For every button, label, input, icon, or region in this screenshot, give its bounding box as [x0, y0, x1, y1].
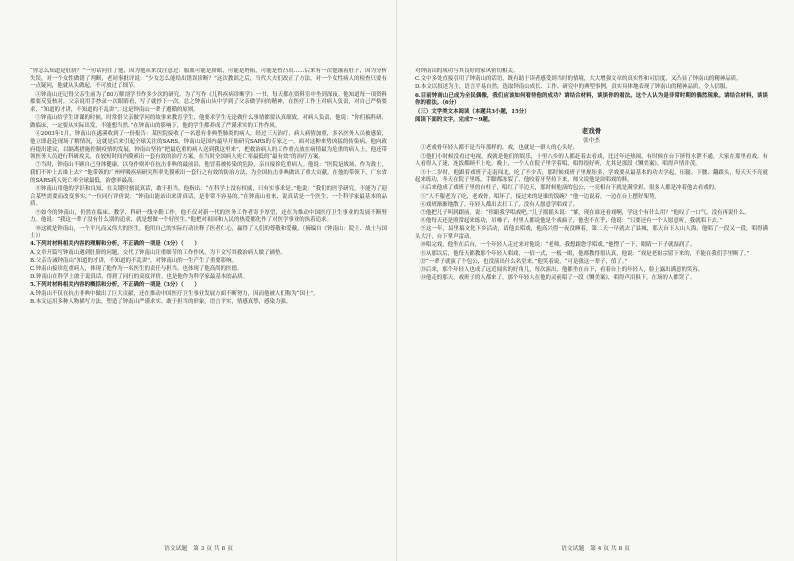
right-paragraph: ⑩唱完戏，他坐在后台，一个年轻人走过来对他说：“老师，我想跟您学唱戏。”他愣了一下，眼睛一下子就湿润了。 — [420, 242, 696, 249]
left-paragraph: ⑥2003年1月，钟南山在遂溪收到了一份报告：某医院接收了一名患有非典型肺炎的病人，经过三天治疗，病人病情加重，多名医务人员被感染，他立即赶赴现场了解情况，这就是后来引起全球关注的SARS，钟南山是国内最早开始研究SARS的专家之一。面对这种来势凶猛的传染病，他向政府提出建议，以隔离措施控制疫情的发展，钟南山坚持“把最危重的病人送到我这里来”，把救治病人的工作重点放在病情最为危重的病人上，他还带领医务人员进行科研攻关，在较短时间内摸索出一套有效的治疗方案，在当时全国病人死亡率最低的“最有效”的治疗方案。 — [30, 131, 387, 161]
right-paragraph: ④后来他成了戏班子里的台柱子，唱红了半边天，那时候他演的包公，一亮相台下就是满堂彩，很多人都是冲着他去看戏的。 — [420, 185, 720, 192]
left-page-footer: 语文试题 第 3 页 共 8 页 — [164, 546, 233, 552]
right-paragraph: ⑦他把儿子叫到跟前，说：“你跟我学唱戏吧。”儿子摇摇头说：“爹，现在谁还看戏啊，学这个有什么用？”他叹了一口气，没有再说什么。 — [420, 210, 750, 217]
right-paragraph: ⑪从那以后，他每天都教那个年轻人唱戏，一招一式，一板一眼，他都教得很认真，他说：“戏是老祖宗留下来的，不能在我们手里断了。” — [420, 250, 750, 257]
left-paragraph: D.钟南山在科学上敢于说真话，得到了同行的高度评价，也是他作为科学家最基本的品质。 — [30, 274, 248, 281]
left-paragraph: ⑦当时，钟南山不顾自己身体健康，以身作则冲在抗击非典的最前沿，他冒着被传染的危险，亲自接诊危重病人。他说：“医院是战场，作为战士，我们不冲上去谁上去？”他带领的广州呼吸疾病研究所率先摸索出一套行之有效的防治方法，为全国抗击非典做出了重大贡献。在他的带领下，广东省的SARS病人死亡率全球最低，治愈率最高。 — [30, 162, 387, 184]
left-paragraph: 4.下列对材料相关内容的理解和分析，不正确的一项是（3分）（ ） — [30, 241, 200, 248]
right-paragraph: ③十二岁时，他跟着戏班子走南闯北，吃了不少苦，那时候戏班子里规矩多，学戏要从最基本的功夫学起，压腿、下腰、翻跟头，每天天不亮就起来练功，冬天在院子里练，手脚都冻裂了，他咬着牙坚持下来，师父说他是块唱戏的料。 — [415, 169, 768, 184]
right-paragraph: 6.目前钟南山已成为全民偶像，我们应该如何看待他的成功？请结合材料，谈谈你的看法。这个人认为是非常时期的偶然现象。请结合材料，谈谈你的看法。（6分） — [415, 92, 768, 107]
right-paragraph: （三）文学类文本阅读（本题共3小题，15分） — [415, 108, 530, 115]
right-page-text — [415, 68, 768, 535]
right-paragraph: 老戏骨 — [581, 127, 602, 136]
right-paragraph: ⑭他走的那天，戏班子的人都来了，那个年轻人在他的灵前唱了一段《铡美案》，唱得声泪俱下，在场的人都哭了。 — [420, 275, 696, 282]
left-paragraph: ⑧钟南山用他的学识和良知，在关键时刻说真话，敢于担当。他指出：“在科学上没有权威，只有实事求是。”他说：“我们的医学研究，不能为了迎合某些需要而改变事实。”一位同行评价说：“钟南山能站出来讲真话，是非常不容易的。”在钟南山看来，说真话是一个医生、一个科学家最基本的品质。 — [30, 186, 387, 208]
left-paragraph: ⑩这就是钟南山，一个平凡而又伟大的医生，他用自己的实际行动诠释了医者仁心，赢得了人们的尊敬和爱戴。（摘编自《钟南山：院士、战士与国士》） — [30, 225, 387, 240]
right-page — [397, 0, 794, 561]
right-paragraph: 张中杰 — [583, 137, 600, 144]
left-paragraph: C.钟南山接诊危重病人，体现了他作为一名医生的责任与担当，也体现了他高尚的医德。 — [30, 266, 243, 273]
left-paragraph: ⑤钟南山给学生讲课的时候，时常借父亲做学问的故事来教育学生，他要求学生无论做什么事情都要认真细致，对病人负责，他说：“你们搞科研、做临床，一定要从实际出发，不能想当然。”在钟南山的影响下，他的学生都养成了严谨求实的工作作风。 — [30, 115, 387, 129]
right-paragraph: ①老戏骨年轻人都不是当年那样的。戏，也就是一群人的心头好。 — [420, 145, 579, 152]
left-paragraph: A.文章开篇写钟南山遇到肚脐的问题，交代了钟南山注重细节的工作作风，为下文写其救治病人做了铺垫。 — [30, 249, 286, 256]
right-paragraph: ⑧他每天还是照常起来练功，吊嗓子，村里人都说他是个戏疯子，他也不在乎，他说：“只要还有一个人愿意听，我就唱下去。” — [420, 218, 723, 225]
right-paragraph: 对钟南山的成功与其良好的家风密切相关。 — [415, 68, 519, 74]
right-paragraph: ②他们小时候没看过电视，戏就是他们的娱乐，十里八乡的人都赶着去看戏，比过年还热闹，有时候在台下挤得水泄不通，大家在那里看戏，有人看得入了迷，连饭都顾不上吃，晚上，一个人在院子里学着唱，唱得很好听，尤其是那段《铡美案》，唱得声情并茂。 — [415, 153, 768, 168]
right-paragraph: ⑤“人不服老为了吃，老戏骨，唱坏了，接过来的是谁的饭碗？”他一边说着，一边在台上摆好架势。 — [420, 193, 660, 200]
left-paragraph: ⑨如今的钟南山，仍然在临床、教学、科研一线辛勤工作，他不仅对新一代的医务工作者寄予厚望，还在为推动中国医疗卫生事业的发展不断努力。他说：“我这一辈子没有什么别的追求，就是想做一个好医生。”他把对祖国和人民的热爱都化作了对医学事业的执着追求。 — [30, 209, 387, 224]
right-paragraph: 阅读下面的文字，完成7～9题。 — [415, 116, 494, 123]
left-paragraph: “你怎么知道是肚脐？”一句话问住了他，因为他从来没注意过：服血可能是脐眼，可能是坍陷，可能是暂凸出……后来有一次他饿着肚子，因为分析失误，对一个女性做错了判断，老同事批评说：“少女怎么能给出错误诊断？”这次教训之后，当代大夫们改正了方法，对一个女性病人的检查只要有一点疑问，他就从头做起，不可放过了细节。 — [30, 68, 387, 90]
left-paragraph: 5.下列对材料相关内容的概括和分析，不正确的一项是（3分）（ ） — [30, 282, 200, 289]
left-paragraph: ④钟南山还记得父亲生前为了80万解剖学书作多少次的研究。为了写作《儿科疾病诊断学》一书，每天都在资料室中坐到深夜。他知道每一项资料都要反复核对，父亲说用手抄录一次眼睛看，写了就抄下一次。总之钟南山从中学到了父亲做学问的精神，在医疗工作上对病人负责，对自己严格要求，“知道的才讲，不知道的不乱讲”，这是钟南山一辈子遵循的原则。 — [30, 91, 387, 114]
right-paragraph: C.文中多处直接引用了钟南山的话语，既有助于读者感受到当时的情境，大大增强文章的真实性和可信度，又凸显了钟南山的精神品质。 — [415, 76, 742, 83]
left-paragraph: A.钟南山不仅在抗击非典中做出了巨大贡献，还在推动中国医疗卫生事业发展方面不断努力，因而他被人们称为“国士”。 — [30, 290, 319, 297]
right-page-footer: 语文试题 第 4 页 共 8 页 — [561, 546, 630, 552]
right-paragraph: ⑨这一年，县里搞文化下乡活动，请他去唱戏，他高兴得一夜没睡着，第二天一早就去了县城，那天台下人山人海，他唱了一段又一段，唱得满头大汗，台下掌声雷动。 — [415, 226, 768, 241]
right-paragraph: ⑫“一辈子就演了个包公，也没演出什么名堂来，”他笑着说，“可是我这一辈子，值了。” — [420, 258, 628, 265]
right-paragraph: D.本文以叙述为主，语言平易自然，选取钟南山成长、工作、研究中的典型事例，真实具体地表现了钟南山的精神品质，令人信服。 — [415, 84, 731, 91]
left-paragraph: B.本文运用多种人物描写方法，塑造了钟南山严谨求实、敢于担当的形象，语言平实，情感真挚，感染力强。 — [30, 298, 292, 305]
right-paragraph: ⑥戏班渐渐地散了，年轻人都出去打工了，没有人愿意学唱戏了。 — [420, 201, 579, 208]
right-paragraph: ⑬后来，那个年轻人也成了远近闻名的好角儿，每次演出，他都坐在台下，看着台上的年轻人，脸上露出满意的笑容。 — [420, 266, 704, 273]
left-paragraph: B.父亲告诫钟南山“知道的才讲，不知道的不乱讲”，对钟南山的一生产生了重要影响。 — [30, 257, 238, 264]
left-page-text — [30, 68, 387, 535]
